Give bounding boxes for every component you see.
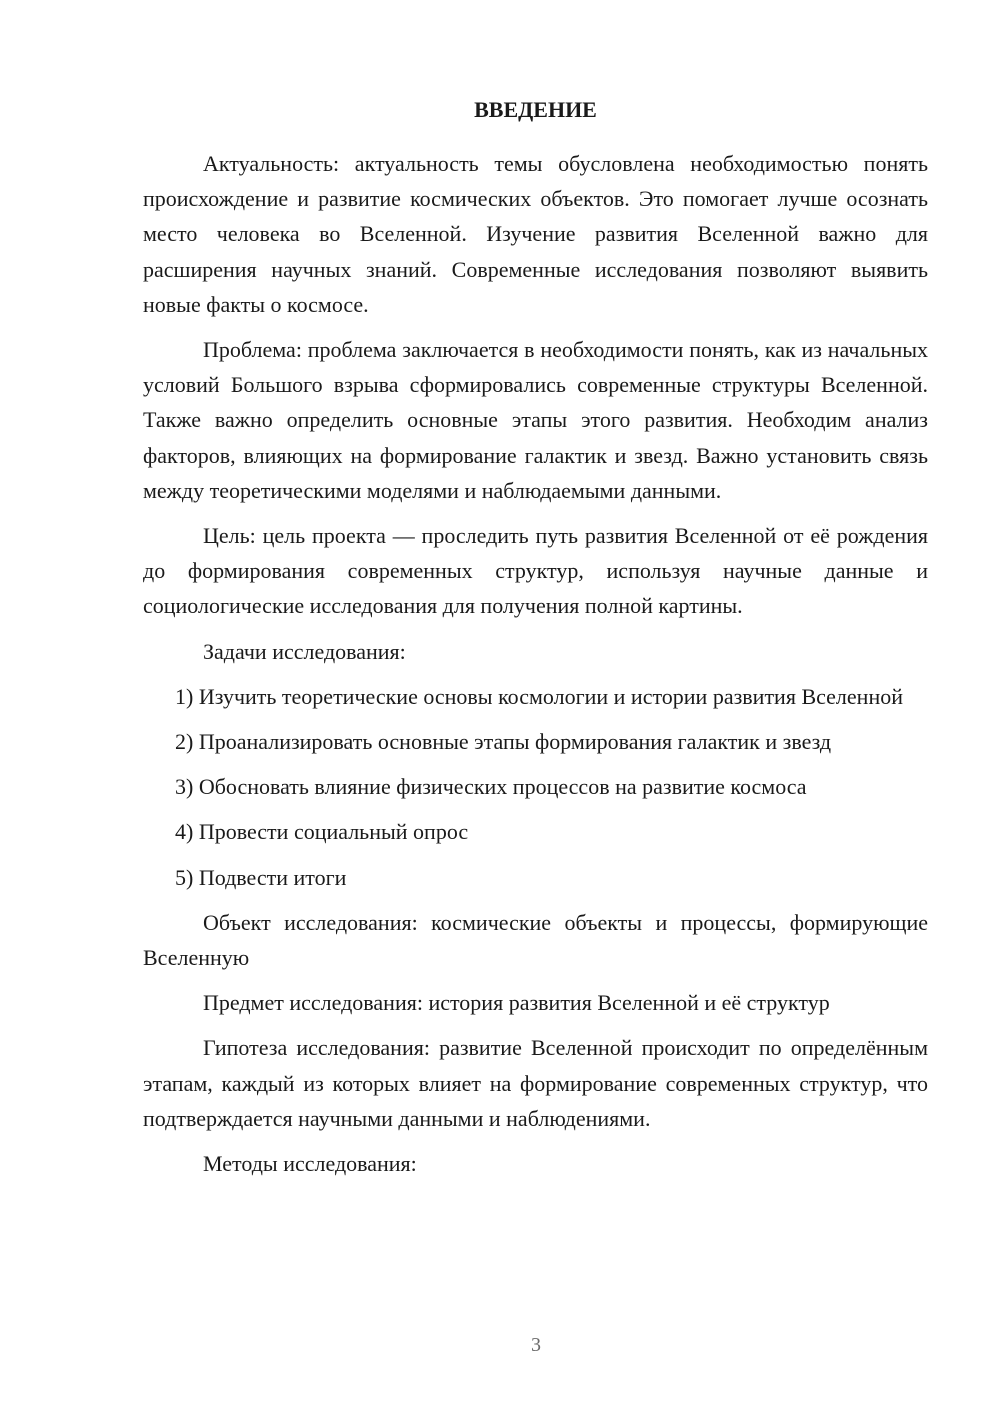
- relevance-paragraph: Актуальность: актуальность темы обусловлена необходимостью понять происхождение и развитие космических объектов. Это помогает лучше осознать место человека во Вселенной. Изучение развития Вселенной важно для расширения научных знаний. Современные исследования позволяют выявить новые факты о космосе.: [143, 151, 928, 317]
- section-title: ВВЕДЕНИЕ: [474, 97, 597, 122]
- list-item: 2) Проанализировать основные этапы формирования галактик и звезд: [175, 729, 832, 755]
- list-item: 5) Подвести итоги: [175, 864, 347, 890]
- methods-heading: Методы исследования:: [203, 1151, 417, 1177]
- object-paragraph: Объект исследования: космические объекты и процессы, формирующие Вселенную: [143, 909, 928, 971]
- problem-paragraph: Проблема: проблема заключается в необходимости понять, как из начальных условий Большого взрыва сформировались современные структуры Вселенной. Также важно определить основные этапы этого развития. Необходим анализ факторов, влияющих на формирование галактик и звезд. Важно установить связь между теоретическими моделями и наблюдаемыми данными.: [143, 337, 928, 503]
- tasks-list: [143, 679, 928, 895]
- list-item: 4) Провести социальный опрос: [175, 819, 469, 845]
- document-page: [143, 96, 928, 1191]
- list-item: 1) Изучить теоретические основы космологии и истории развития Вселенной: [175, 683, 903, 709]
- list-item: 3) Обосновать влияние физических процессов на развитие космоса: [175, 774, 807, 800]
- goal-paragraph: Цель: цель проекта — проследить путь развития Вселенной от её рождения до формирования современных структур, используя научные данные и социологические исследования для получения полной картины.: [143, 523, 928, 619]
- subject-paragraph: Предмет исследования: история развития Вселенной и её структур: [203, 990, 830, 1016]
- page-number: 3: [531, 1334, 541, 1356]
- hypothesis-paragraph: Гипотеза исследования: развитие Вселенной происходит по определённым этапам, каждый из которых влияет на формирование современных структур, что подтверждается научными данными и наблюдениями.: [143, 1035, 928, 1131]
- tasks-heading: Задачи исследования:: [203, 638, 406, 664]
